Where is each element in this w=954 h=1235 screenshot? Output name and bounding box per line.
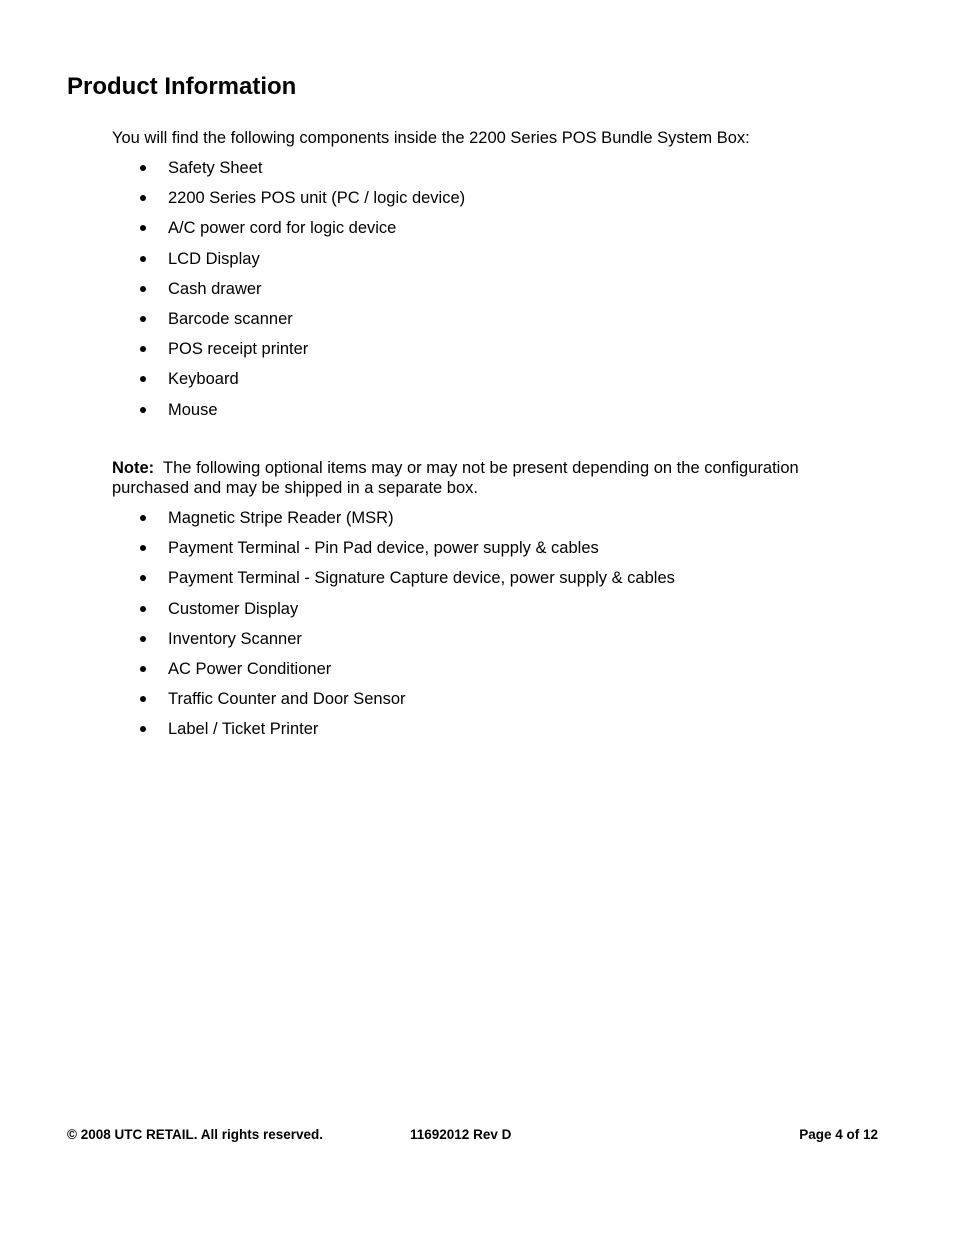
bullet-icon <box>140 225 146 231</box>
footer-doc-number: 11692012 Rev D <box>410 1127 512 1142</box>
list-item-label: A/C power cord for logic device <box>168 219 397 238</box>
list-item-label: LCD Display <box>168 249 260 268</box>
list-item <box>112 368 465 398</box>
bullet-icon <box>140 165 146 171</box>
bullet-icon <box>140 286 146 292</box>
list-item <box>112 718 675 748</box>
bullet-icon <box>140 666 146 672</box>
list-item <box>112 598 675 628</box>
bullet-icon <box>140 407 146 413</box>
list-item <box>112 187 465 217</box>
list-item-label: Cash drawer <box>168 279 262 298</box>
bullet-icon <box>140 696 146 702</box>
components-list <box>112 157 465 429</box>
list-item <box>112 399 465 429</box>
page-title: Product Information <box>67 73 297 100</box>
list-item-label: Payment Terminal - Pin Pad device, power supply & cables <box>168 539 599 558</box>
note-label: Note: <box>112 459 155 477</box>
list-item <box>112 567 675 597</box>
optional-items-list <box>112 507 675 749</box>
list-item-label: Customer Display <box>168 599 299 618</box>
intro-paragraph: You will find the following components inside the 2200 Series POS Bundle System Box: <box>112 129 750 147</box>
list-item <box>112 658 675 688</box>
list-item-label: POS receipt printer <box>168 340 309 359</box>
bullet-icon <box>140 256 146 262</box>
list-item-label: 2200 Series POS unit (PC / logic device) <box>168 189 466 208</box>
list-item <box>112 157 465 187</box>
list-item-label: Keyboard <box>168 370 239 389</box>
list-item <box>112 217 465 247</box>
bullet-icon <box>140 515 146 521</box>
bullet-icon <box>140 316 146 322</box>
list-item <box>112 537 675 567</box>
list-item-label: Safety Sheet <box>168 159 263 177</box>
list-item <box>112 338 465 368</box>
list-item-label: Traffic Counter and Door Sensor <box>168 690 406 709</box>
list-item <box>112 278 465 308</box>
list-item <box>112 628 675 658</box>
list-item-label: Label / Ticket Printer <box>168 720 319 739</box>
list-item-label: Barcode scanner <box>168 309 293 328</box>
footer-copyright: © 2008 UTC RETAIL. All rights reserved. <box>67 1127 324 1142</box>
list-item <box>112 308 465 338</box>
bullet-icon <box>140 545 146 551</box>
list-item <box>112 248 465 278</box>
list-item-label: Inventory Scanner <box>168 629 302 648</box>
list-item-label: AC Power Conditioner <box>168 659 332 678</box>
bullet-icon <box>140 195 146 201</box>
bullet-icon <box>140 376 146 382</box>
bullet-icon <box>140 346 146 352</box>
bullet-icon <box>140 575 146 581</box>
list-item <box>112 507 675 537</box>
list-item-label: Payment Terminal - Signature Capture device, power supply & cables <box>168 569 675 588</box>
note-paragraph <box>112 458 842 498</box>
list-item <box>112 688 675 718</box>
list-item-label: Mouse <box>168 400 218 419</box>
note-text: The following optional items may or may not be present depending on the configuration purchased and may be shipped in a separate box. <box>112 459 799 497</box>
bullet-icon <box>140 636 146 642</box>
bullet-icon <box>140 726 146 732</box>
list-item-label: Magnetic Stripe Reader (MSR) <box>168 509 394 527</box>
footer-page-number: Page 4 of 12 <box>799 1127 878 1142</box>
bullet-icon <box>140 606 146 612</box>
